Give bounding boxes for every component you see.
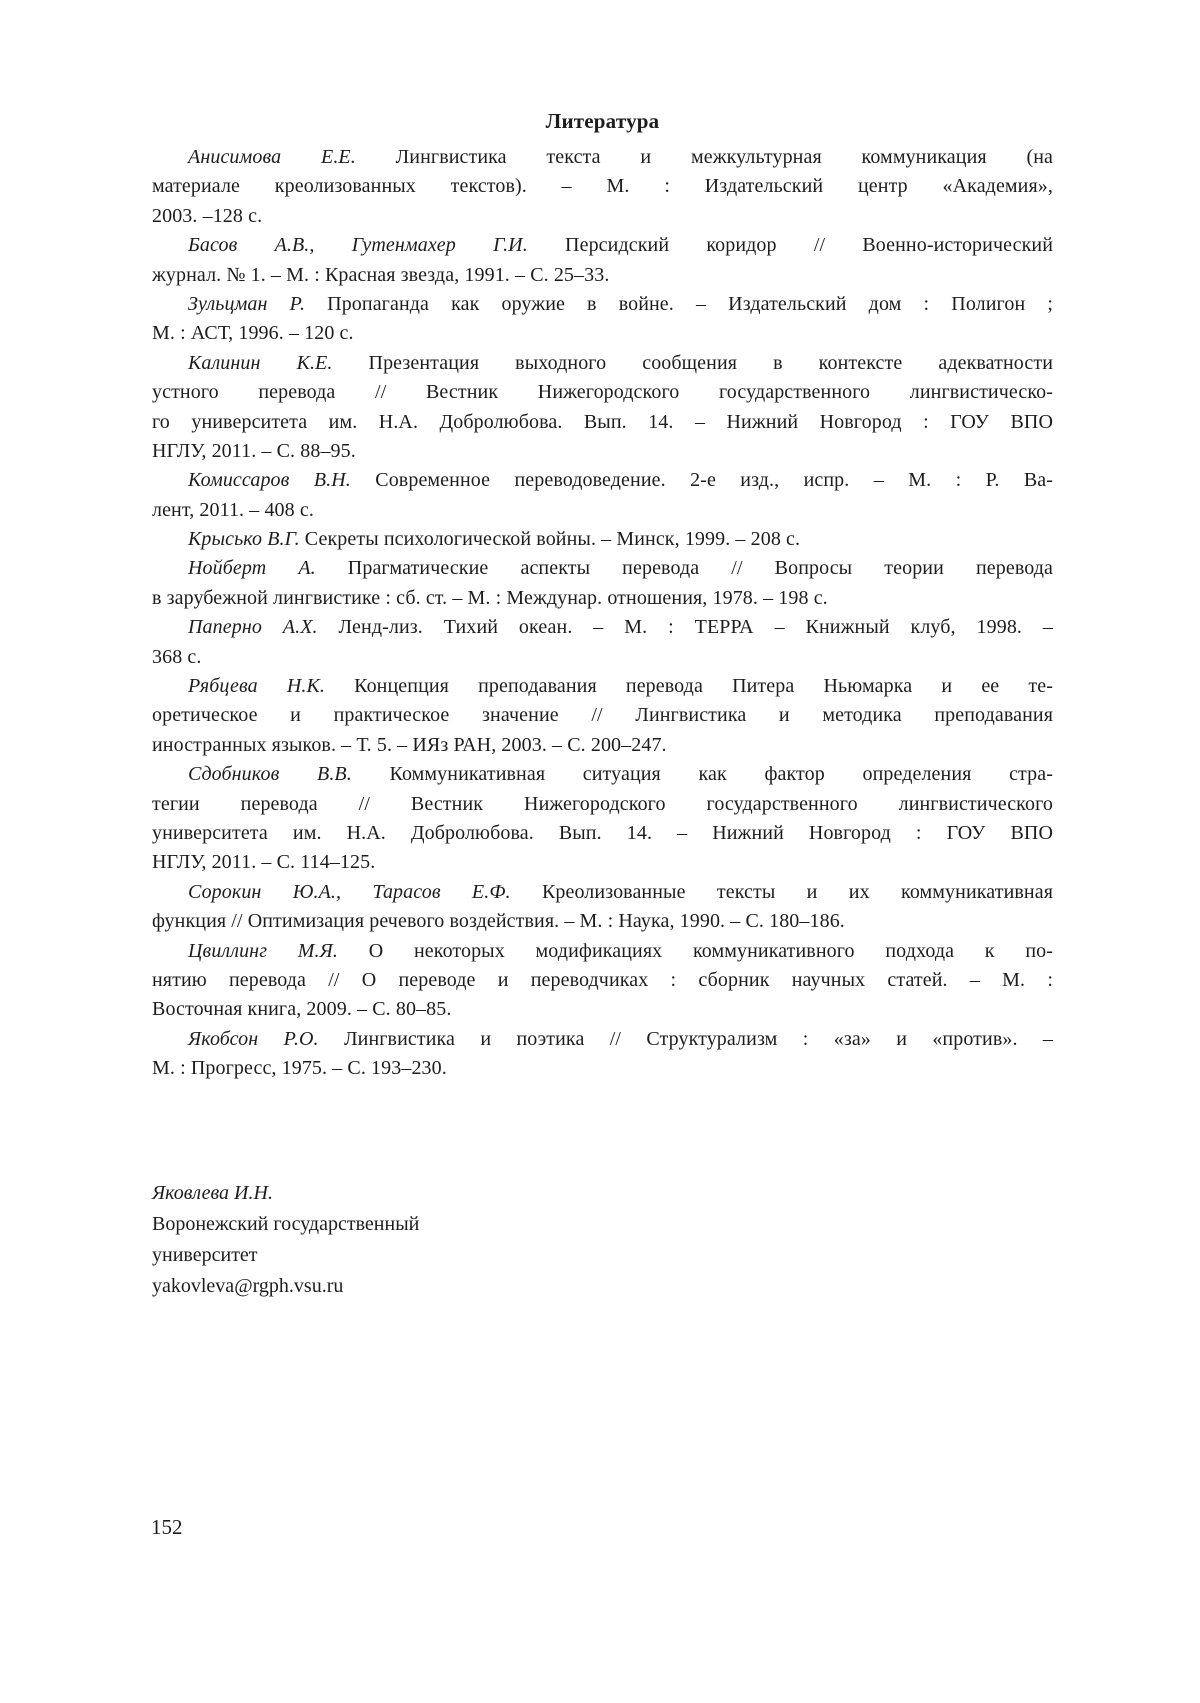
reference-line — [152, 584, 1053, 613]
reference-text: материале креолизованных текстов). – М. : Издательский центр «Академия», — [152, 175, 1053, 198]
reference-text: Лингвистика и поэтика // Структурализм : «за» и «против». – — [318, 1027, 1053, 1050]
reference-line — [152, 261, 1053, 290]
reference-text: иностранных языков. – Т. 5. – ИЯз РАН, 2003. – С. 200–247. — [152, 733, 667, 756]
reference-text: Секреты психологической войны. – Минск, 1999. – 208 с. — [299, 528, 801, 551]
reference-text: Концепция преподавания перевода Питера Ньюмарка и ее те- — [324, 675, 1054, 698]
reference-authors: Нойберт А. — [188, 557, 316, 580]
reference-line — [152, 995, 1053, 1024]
reference-text: Прагматические аспекты перевода // Вопросы теории перевода — [315, 557, 1054, 580]
reference-text: Пропаганда как оружие в войне. – Издательский дом : Полигон ; — [305, 292, 1053, 315]
reference-entry — [152, 760, 1053, 878]
reference-text: Современное переводоведение. 2-е изд., испр. – М. : Р. Ва- — [350, 469, 1053, 492]
reference-text: тегии перевода // Вестник Нижегородского государственного лингвистического — [152, 792, 1053, 815]
page-title: Литература — [545, 109, 660, 133]
reference-authors: Анисимова Е.Е. — [188, 146, 356, 168]
reference-line — [152, 790, 1053, 819]
reference-authors: Крысько В.Г. — [188, 528, 300, 551]
reference-text: оретическое и практическое значение // Лингвистика и методика преподавания — [152, 704, 1053, 727]
reference-line — [152, 907, 1053, 936]
reference-text: Коммуникативная ситуация как фактор определения стра- — [351, 763, 1053, 786]
reference-line — [152, 437, 1053, 466]
reference-line — [152, 231, 1053, 260]
reference-line — [152, 966, 1053, 995]
reference-authors: Зульцман Р. — [188, 292, 306, 315]
signature-lines — [152, 1209, 1053, 1302]
reference-entry — [152, 1025, 1053, 1084]
reference-entry — [152, 290, 1053, 349]
reference-entry — [152, 554, 1053, 613]
reference-line — [152, 819, 1053, 848]
reference-authors: Сдобников В.В. — [188, 763, 352, 786]
reference-line — [152, 172, 1053, 201]
signature-line: yakovleva@rgph.vsu.ru — [152, 1274, 344, 1297]
reference-line — [152, 701, 1053, 730]
reference-text: 2003. –128 с. — [152, 204, 263, 227]
reference-line — [152, 466, 1053, 495]
reference-text: 368 с. — [152, 645, 202, 668]
reference-entry — [152, 525, 1053, 554]
reference-text: в зарубежной лингвистике : сб. ст. – М. : Междунар. отношения, 1978. – 198 с. — [152, 586, 828, 609]
reference-line — [152, 643, 1053, 672]
reference-list — [152, 143, 1053, 1084]
reference-entry — [152, 231, 1053, 290]
reference-line — [152, 1054, 1053, 1083]
reference-line — [152, 613, 1053, 642]
reference-text: Ленд-лиз. Тихий океан. – М. : ТЕРРА – Книжный клуб, 1998. – — [317, 616, 1053, 639]
reference-authors: Якобсон Р.О. — [188, 1027, 319, 1050]
author-signature-block — [152, 1178, 1053, 1302]
reference-text: Лингвистика текста и межкультурная коммуникация (на — [355, 146, 1053, 168]
reference-text: Персидский коридор // Военно-исторический — [527, 234, 1053, 257]
reference-line — [152, 319, 1053, 348]
reference-text: НГЛУ, 2011. – С. 88–95. — [152, 439, 356, 462]
reference-line — [152, 290, 1053, 319]
reference-line — [152, 349, 1053, 378]
reference-text: лент, 2011. – 408 с. — [152, 498, 314, 521]
reference-text: Креолизованные тексты и их коммуникативная — [510, 880, 1053, 903]
reference-text: го университета им. Н.А. Добролюбова. Вып. 14. – Нижний Новгород : ГОУ ВПО — [152, 410, 1053, 433]
reference-authors: Калинин К.Е. — [188, 351, 333, 374]
reference-line — [152, 378, 1053, 407]
reference-entry — [152, 466, 1053, 525]
reference-text: М. : АСТ, 1996. – 120 с. — [152, 322, 354, 345]
reference-entry — [152, 143, 1053, 231]
reference-line — [152, 525, 1053, 554]
reference-text: Презентация выходного сообщения в контексте адекватности — [332, 351, 1053, 374]
reference-text: М. : Прогресс, 1975. – С. 193–230. — [152, 1057, 447, 1080]
reference-line — [152, 731, 1053, 760]
reference-line — [152, 672, 1053, 701]
reference-authors: Сорокин Ю.А., Тарасов Е.Ф. — [188, 880, 511, 903]
reference-text: Восточная книга, 2009. – С. 80–85. — [152, 998, 452, 1021]
text-block — [152, 106, 1053, 1302]
reference-text: функция // Оптимизация речевого воздействия. – М. : Наука, 1990. – С. 180–186. — [152, 910, 845, 933]
reference-entry — [152, 672, 1053, 760]
reference-line — [152, 937, 1053, 966]
reference-text: НГЛУ, 2011. – С. 114–125. — [152, 851, 376, 874]
reference-authors: Комиссаров В.Н. — [188, 469, 351, 492]
reference-entry — [152, 613, 1053, 672]
reference-authors: Басов А.В., Гутенмахер Г.И. — [188, 234, 528, 257]
reference-text: О некоторых модификациях коммуникативного подхода к по- — [338, 939, 1053, 962]
page-number: 152 — [151, 1515, 183, 1539]
signature-author: Яковлева И.Н. — [152, 1181, 273, 1204]
reference-line — [152, 848, 1053, 877]
signature-line: Воронежский государственный — [152, 1212, 420, 1235]
reference-text: нятию перевода // О переводе и переводчиках : сборник научных статей. – М. : — [152, 968, 1053, 991]
reference-entry — [152, 937, 1053, 1025]
reference-line — [152, 202, 1053, 231]
reference-line — [152, 408, 1053, 437]
reference-authors: Цвиллинг М.Я. — [188, 939, 339, 962]
signature-line: университет — [152, 1243, 258, 1266]
reference-line — [152, 496, 1053, 525]
reference-authors: Паперно А.Х. — [188, 616, 318, 639]
reference-line — [152, 878, 1053, 907]
reference-line — [152, 554, 1053, 583]
reference-text: журнал. № 1. – М. : Красная звезда, 1991. – С. 25–33. — [152, 263, 610, 286]
reference-line — [152, 760, 1053, 789]
reference-text: устного перевода // Вестник Нижегородского государственного лингвистическо- — [152, 381, 1053, 404]
reference-line — [152, 143, 1053, 172]
reference-entry — [152, 878, 1053, 937]
reference-line — [152, 1025, 1053, 1054]
reference-text: университета им. Н.А. Добролюбова. Вып. 14. – Нижний Новгород : ГОУ ВПО — [152, 821, 1053, 844]
reference-authors: Рябцева Н.К. — [188, 675, 325, 698]
reference-entry — [152, 349, 1053, 467]
